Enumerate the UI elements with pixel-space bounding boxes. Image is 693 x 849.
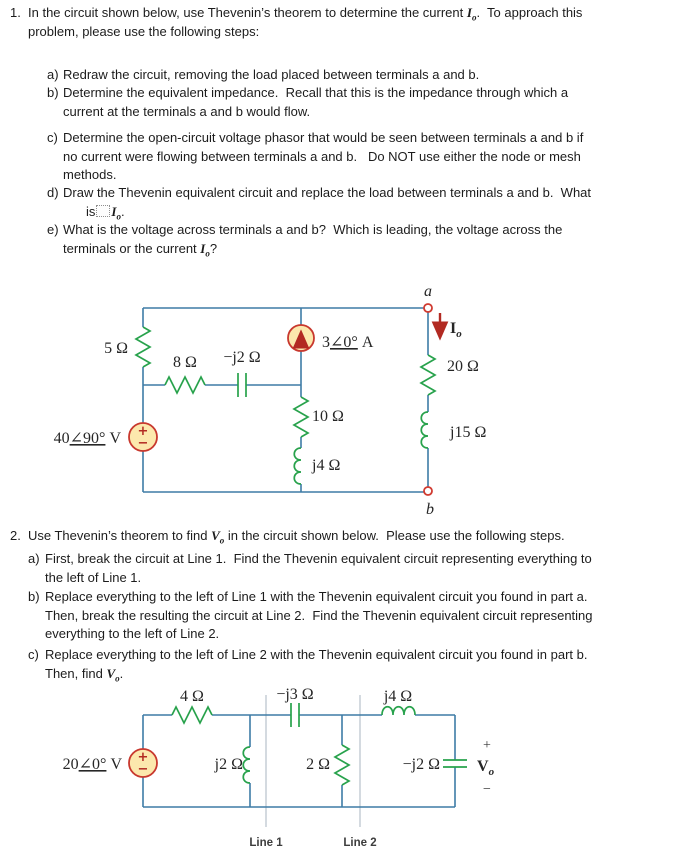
label-resistor-8ohm: 8 Ω [173,354,197,371]
problem2-item-b: b) Replace everything to the left of Line 1 with the Thevenin equivalent circuit you found in part a. Then, break the resulting the circuit at Line 2. Find the Thevenin equivalent circuit representing everything to the left of Line 2. [28,589,593,641]
label-resistor-4ohm: 4 Ω [180,688,204,705]
Io-symbol: $I_o$ [466,5,477,23]
Io-symbol: $I_o$ [111,203,121,222]
problem1-number: 1. [10,5,21,20]
voltage-source-minus-icon: − [137,436,149,451]
label-voltage-source: 40∠90° V [53,430,121,447]
label-capacitor-neg-j3: −j3 Ω [276,686,314,703]
label-inductor-j4: j4 Ω [383,688,413,705]
terminal-b-node [424,487,432,495]
label-resistor-10ohm: 10 Ω [312,408,344,425]
problem2-number: 2. [10,528,21,543]
inductor-j15 [421,412,428,448]
problem1-item-e: e) What is the voltage across terminals a and b? Which is leading, the voltage across the terminals or the current $I_o$? [47,222,563,259]
capacitor-neg-j2 [443,760,467,767]
problem1-intro-text: In the circuit shown below, use Thevenin’s theorem to determine the current [28,5,467,20]
label-inductor-j2: j2 Ω [214,756,243,773]
Io-symbol: $I_o$ [200,240,210,259]
capacitor-neg-j3 [291,703,299,727]
resistor-4ohm [172,707,212,723]
label-voltage-source: 20∠0° V [62,756,122,773]
resistor-10ohm [294,397,308,437]
label-Vo: $V_o$ [477,758,495,778]
label-terminal-b: b [426,501,434,518]
terminal-a-node [424,304,432,312]
label-terminal-a: a [424,283,432,300]
label-inductor-j4: j4 Ω [312,457,341,474]
resistor-2ohm [335,745,349,785]
problem1-item-d: d) Draw the Thevenin equivalent circuit and replace the load between terminals a and b. What is $I_o$. [47,185,592,222]
problem2-item-c: c) Replace everything to the left of Line 2 with the Thevenin equivalent circuit you found in part b. Then, find $V_o$. [28,647,588,684]
voltage-source-minus-icon: − [137,762,149,777]
problem2-item-a: a) First, break the circuit at Line 1. Find the Thevenin equivalent circuit representing everything to the left of Line 1. [28,551,592,585]
label-current-source: 3∠0° A [322,334,374,351]
circuit1-diagram [0,282,693,522]
problem2-intro: 2. Use Thevenin’s theorem to find $V_o$ in the circuit shown below. Please use the following steps. [10,528,565,546]
missing-character-box [96,205,110,217]
capacitor-neg-j2 [238,373,246,397]
label-resistor-20ohm: 20 Ω [447,358,479,375]
problem1-item-b: b) Determine the equivalent impedance. Recall that this is the impedance through which a current at the terminals a and b would flow. [47,85,569,119]
inductor-j2 [243,747,250,783]
label-resistor-5ohm: 5 Ω [104,340,128,357]
problem1-item-a: a) Redraw the circuit, removing the load placed between terminals a and b. [47,67,480,82]
inductor-j4 [382,707,415,715]
Vo-minus-sign: − [483,782,491,797]
label-resistor-2ohm: 2 Ω [306,756,330,773]
resistor-20ohm [421,355,435,395]
circuit2-diagram [0,683,693,849]
Vo-symbol: $V_o$ [106,665,120,684]
voltage-source-plus-icon: + [137,424,149,439]
problem1-intro: 1. In the circuit shown below, use Thevenin’s theorem to determine the current $I_o$. To approach this problem, please use the following steps: [10,5,583,39]
label-capacitor-neg-j2: −j2 Ω [402,756,440,773]
Vo-plus-sign: + [483,738,491,753]
resistor-8ohm [165,377,205,393]
label-line-2: Line 2 [343,837,377,849]
label-Io: $I_o$ [450,320,462,340]
circuit1-wires [143,308,428,492]
label-line-1: Line 1 [249,837,283,849]
Vo-symbol: $V_o$ [211,528,225,546]
label-inductor-j15: j15 Ω [450,424,487,441]
resistor-5ohm [136,327,150,367]
voltage-source-plus-icon: + [137,750,149,765]
label-capacitor-neg-j2: −j2 Ω [223,349,261,366]
inductor-j4 [294,448,301,484]
problem1-item-c: c) Determine the open-circuit voltage phasor that would be seen between terminals a and b if no current were flowing between terminals a and b. Do NOT use either the node or mesh methods. [47,130,584,182]
